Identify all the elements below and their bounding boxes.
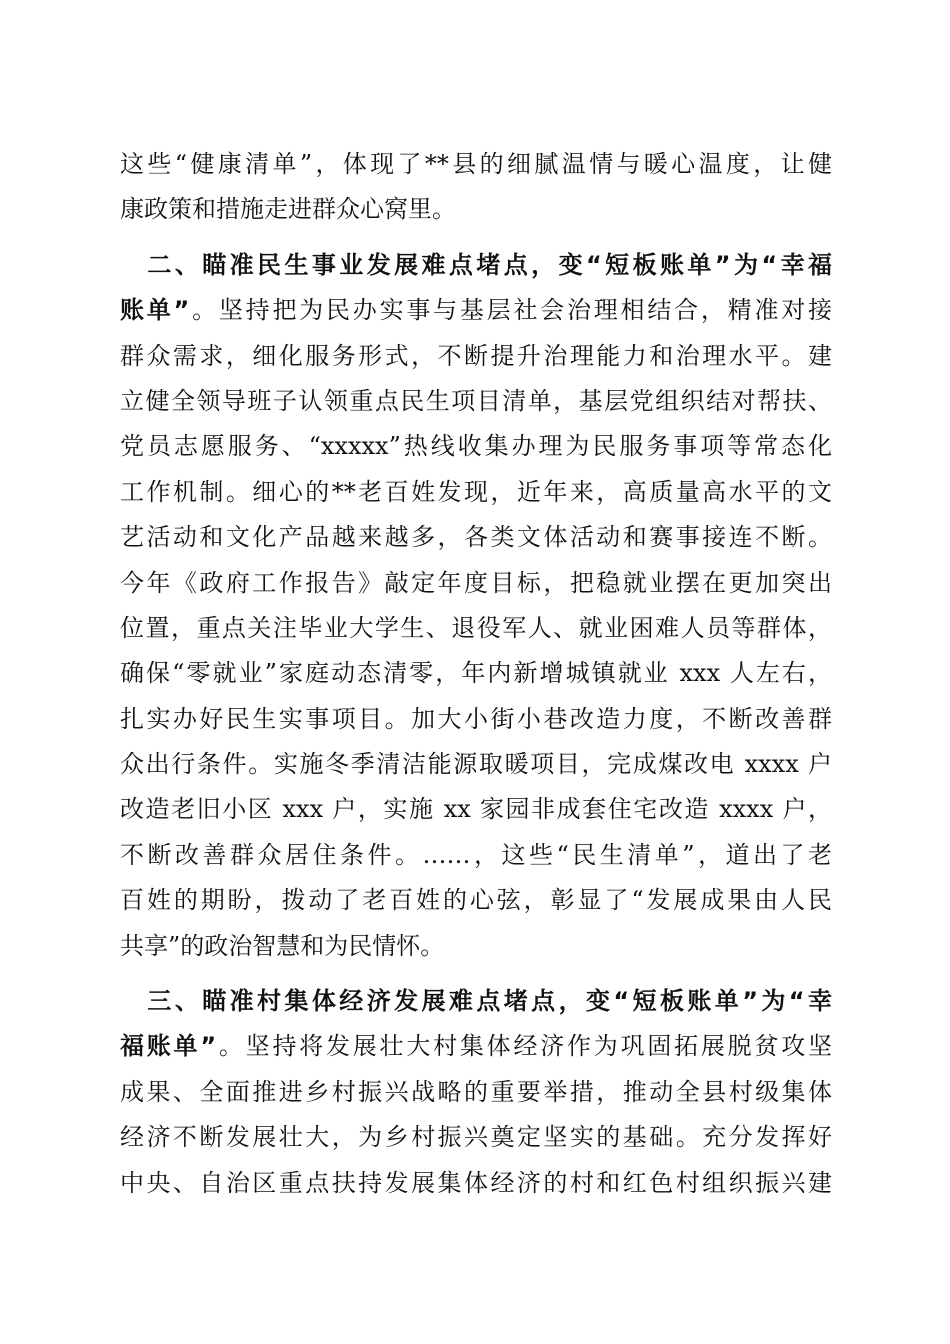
text-line: 位置，重点关注毕业大学生、退役军人、就业困难人员等群体， <box>120 613 832 642</box>
text-line: 群众需求，细化服务形式，不断提升治理能力和治理水平。建 <box>120 341 832 370</box>
text-line: 艺活动和文化产品越来越多，各类文体活动和赛事接连不断。 <box>120 523 832 552</box>
text-line <box>120 288 832 333</box>
text-line <box>120 1024 832 1069</box>
text-line: 立健全领导班子认领重点民生项目清单，基层党组织结对帮扶、 <box>120 386 832 415</box>
text-line: 中央、自治区重点扶持发展集体经济的村和红色村组织振兴建 <box>120 1168 832 1197</box>
text-line-rest: 。坚持把为民办实事与基层社会治理相结合，精准对接 <box>189 296 832 325</box>
section-heading-3: 三、瞄准村集体经济发展难点堵点，变“短板账单”为“幸 <box>120 987 832 1016</box>
text-line: 康政策和措施走进群众心窝里。 <box>120 195 456 224</box>
paragraph-health-list <box>120 142 832 233</box>
paragraph-livelihood <box>120 243 832 969</box>
document-body <box>120 142 832 1206</box>
paragraph-collective-economy <box>120 979 832 1206</box>
text-line: 确保“零就业”家庭动态清零，年内新增城镇就业 xxx 人左右， <box>120 659 832 688</box>
text-line: 百姓的期盼，拨动了老百姓的心弦，彰显了“发展成果由人民 <box>120 886 832 915</box>
text-line: 扎实办好民生实事项目。加大小街小巷改造力度，不断改善群 <box>120 704 832 733</box>
text-line: 工作机制。细心的**老百姓发现，近年来，高质量高水平的文 <box>120 477 832 506</box>
text-line: 经济不断发展壮大，为乡村振兴奠定坚实的基础。充分发挥好 <box>120 1123 832 1152</box>
text-line: 今年《政府工作报告》敲定年度目标，把稳就业摆在更加突出 <box>120 568 832 597</box>
text-line: 共享”的政治智慧和为民情怀。 <box>120 931 445 960</box>
text-line: 众出行条件。实施冬季清洁能源取暖项目，完成煤改电 xxxx 户 <box>120 750 832 779</box>
text-line: 成果、全面推进乡村振兴战略的重要举措，推动全县村级集体 <box>120 1077 832 1106</box>
text-line-rest: 。坚持将发展壮大村集体经济作为巩固拓展脱贫攻坚 <box>216 1032 832 1061</box>
section-heading-2: 二、瞄准民生事业发展难点堵点，变“短板账单”为“幸福 <box>120 250 832 279</box>
text-line: 这些“健康清单”，体现了**县的细腻温情与暖心温度，让健 <box>120 150 832 178</box>
text-line: 党员志愿服务、“xxxxx”热线收集办理为民服务事项等常态化 <box>120 432 832 461</box>
section-heading-2-cont: 账单” <box>120 296 190 325</box>
text-line: 改造老旧小区 xxx 户，实施 xx 家园非成套住宅改造 xxxx 户， <box>120 795 832 824</box>
text-line: 不断改善群众居住条件。……，这些“民生清单”，道出了老 <box>120 840 832 869</box>
section-heading-3-cont: 福账单” <box>120 1032 217 1061</box>
